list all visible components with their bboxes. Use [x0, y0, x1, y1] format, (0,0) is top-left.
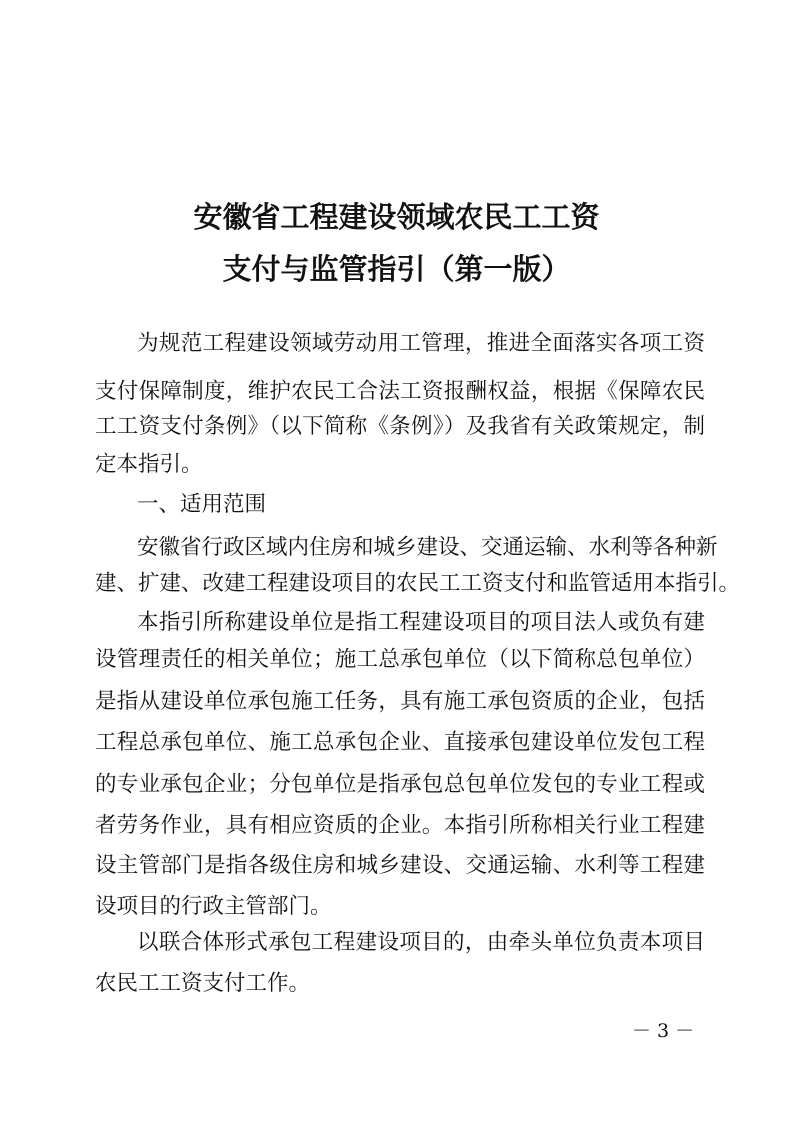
document-title-line-1: 安徽省工程建设领域农民工工资	[193, 200, 600, 234]
paragraph-intro-line-4: 定本指引。	[95, 452, 203, 477]
paragraph-intro-line-2: 支付保障制度，维护农民工合法工资报酬权益，根据《保障农民	[95, 379, 705, 404]
paragraph-definitions-line-7: 设主管部门是指各级住房和城乡建设、交通运输、水利等工程建	[95, 853, 705, 878]
paragraph-definitions-line-5: 的专业承包企业；分包单位是指承包总包单位发包的专业工程或	[95, 772, 705, 797]
paragraph-consortium-line-1: 以联合体形式承包工程建设项目的，由牵头单位负责本项目	[137, 930, 705, 955]
page-number: － 3 －	[632, 1020, 695, 1042]
paragraph-intro-line-3: 工工资支付条例》（以下简称《条例》）及我省有关政策规定，制	[95, 414, 705, 439]
paragraph-definitions-line-3: 是指从建设单位承包施工任务，具有施工承包资质的企业，包括	[95, 689, 705, 714]
paragraph-intro-line-1: 为规范工程建设领域劳动用工管理，推进全面落实各项工资	[137, 331, 705, 356]
paragraph-definitions-line-8: 设项目的行政主管部门。	[95, 894, 332, 919]
section-heading-scope: 一、适用范围	[137, 492, 267, 517]
document-title-line-2: 支付与监管指引（第一版）	[222, 252, 571, 286]
paragraph-scope-line-2: 建、扩建、改建工程建设项目的农民工工资支付和监管适用本指引。	[95, 571, 741, 596]
paragraph-definitions-line-1: 本指引所称建设单位是指工程建设项目的项目法人或负有建	[137, 610, 705, 635]
paragraph-consortium-line-2: 农民工工资支付工作。	[95, 971, 311, 996]
paragraph-definitions-line-2: 设管理责任的相关单位；施工总承包单位（以下简称总包单位）	[95, 647, 705, 672]
paragraph-definitions-line-4: 工程总承包单位、施工总承包企业、直接承包建设单位发包工程	[95, 730, 705, 755]
paragraph-definitions-line-6: 者劳务作业，具有相应资质的企业。本指引所称相关行业工程建	[95, 813, 705, 838]
paragraph-scope-line-1: 安徽省行政区域内住房和城乡建设、交通运输、水利等各种新	[137, 535, 718, 560]
